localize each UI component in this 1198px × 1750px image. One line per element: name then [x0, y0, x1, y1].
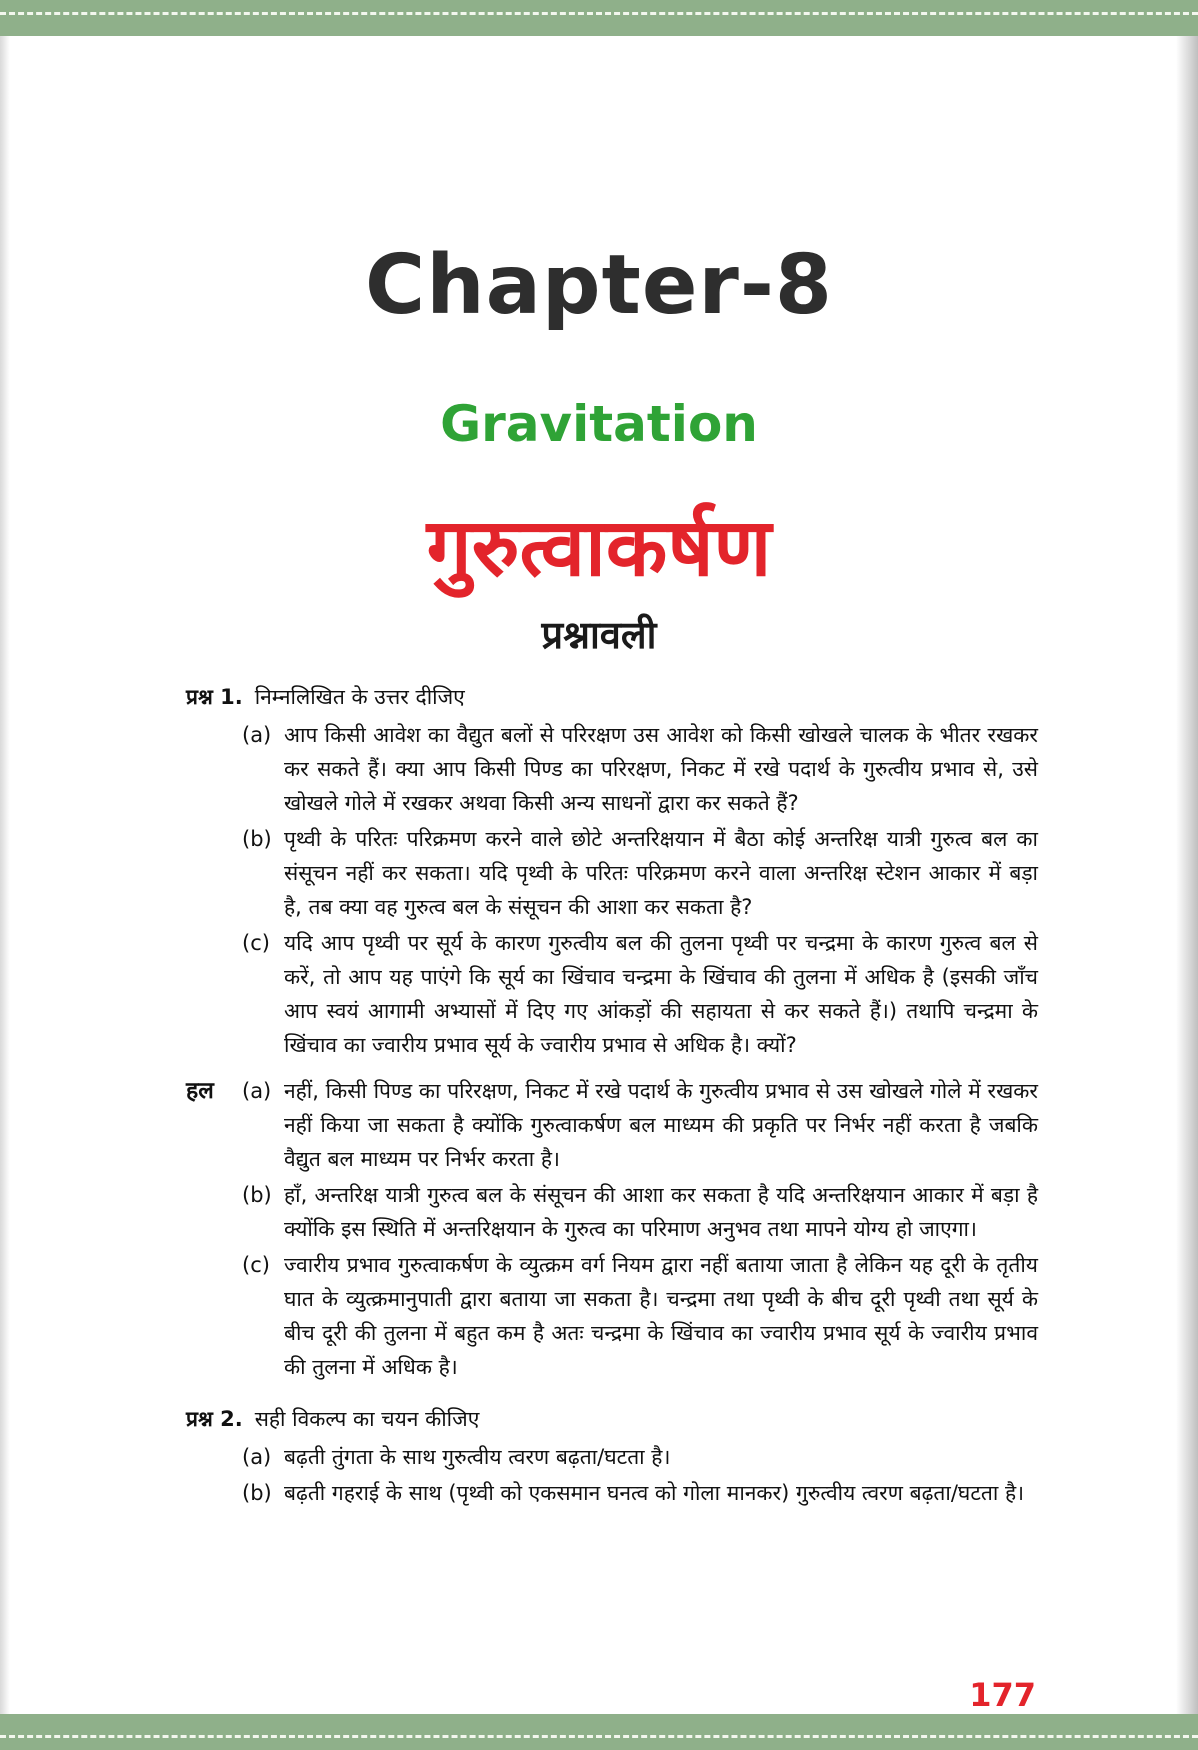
solution-part-c: [186, 1248, 1038, 1384]
part-text: बढ़ती गहराई के साथ (पृथ्वी को एकसमान घनत्व को गोला मानकर) गुरुत्वीय त्वरण बढ़ता/घटता है।: [284, 1481, 1025, 1505]
solution-1: [186, 1074, 1038, 1384]
question-1-label: प्रश्न 1.: [186, 685, 243, 709]
part-marker: (c): [242, 931, 270, 955]
part-marker: (a): [242, 723, 272, 747]
part-marker: (a): [242, 1445, 272, 1469]
question-1-part-c: [186, 926, 1038, 1062]
question-1-title: निम्नलिखित के उत्तर दीजिए: [254, 685, 465, 709]
solution-label: हल: [186, 1078, 214, 1104]
part-marker: (b): [242, 1183, 272, 1207]
top-decorative-border: [0, 0, 1198, 36]
part-text: ज्वारीय प्रभाव गुरुत्वाकर्षण के व्युत्क्रम वर्ग नियम द्वारा नहीं बताया जाता है लेकिन यह दूरी के तृतीय घात के व्युत्क्रमानुपाती द्वारा बताया जा सकता है। चन्द्रमा तथा पृथ्वी के बीच दूरी पृथ्वी तथा सूर्य के बीच दूरी की तुलना में बहुत कम है अतः चन्द्रमा के खिंचाव का ज्वारीय प्रभाव सूर्य के ज्वारीय प्रभाव की तुलना में अधिक है।: [284, 1253, 1038, 1379]
question-2-part-b: [186, 1476, 1038, 1510]
part-marker: (b): [242, 1481, 272, 1505]
question-1-part-a: [186, 718, 1038, 820]
bottom-border-stitch: [0, 1735, 1198, 1738]
part-text: हाँ, अन्तरिक्ष यात्री गुरुत्व बल के संसूचन की आशा कर सकता है यदि अन्तरिक्षयान आकार में बड़ा है क्योंकि इस स्थिति में अन्तरिक्षयान के गुरुत्व का परिमाण अनुभव तथा मापने योग्य हो जाएगा।: [284, 1183, 1038, 1241]
question-2-part-a: [186, 1440, 1038, 1474]
bottom-decorative-border: [0, 1714, 1198, 1750]
chapter-title-english: Gravitation: [440, 395, 758, 453]
page-content: [186, 680, 1038, 1512]
part-marker: (b): [242, 827, 272, 851]
chapter-title-hindi: गुरुत्वाकर्षण: [426, 501, 772, 594]
part-marker: (c): [242, 1253, 270, 1277]
solution-part-b: [186, 1178, 1038, 1246]
part-text: पृथ्वी के परितः परिक्रमण करने वाले छोटे अन्तरिक्षयान में बैठा कोई अन्तरिक्ष यात्री गुरुत्व बल का संसूचन नहीं कर सकता। यदि पृथ्वी के परितः परिक्रमण करने वाला अन्तरिक्ष स्टेशन आकार में बड़ा है, तब क्या वह गुरुत्व बल के संसूचन की आशा कर सकता है?: [284, 827, 1038, 919]
part-text: नहीं, किसी पिण्ड का परिरक्षण, निकट में रखे पदार्थ के गुरुत्वीय प्रभाव से उस खोखले गोले में रखकर नहीं किया जा सकता है क्योंकि गुरुत्वाकर्षण बल माध्यम की प्रकृति पर निर्भर नहीं करता है जबकि वैद्युत बल माध्यम पर निर्भर करता है।: [284, 1079, 1038, 1171]
part-text: बढ़ती तुंगता के साथ गुरुत्वीय त्वरण बढ़ता/घटता है।: [284, 1445, 671, 1469]
question-1: [186, 680, 1038, 1062]
part-text: आप किसी आवेश का वैद्युत बलों से परिरक्षण उस आवेश को किसी खोखले चालक के भीतर रखकर कर सकते हैं। क्या आप किसी पिण्ड का परिरक्षण, निकट में रखे पदार्थ के गुरुत्वीय प्रभाव से, उसे खोखले गोले में रखकर अथवा किसी अन्य साधनों द्वारा कर सकते हैं?: [284, 723, 1038, 815]
part-marker: (a): [242, 1079, 272, 1103]
solution-part-a: [186, 1074, 1038, 1176]
part-text: यदि आप पृथ्वी पर सूर्य के कारण गुरुत्वीय बल की तुलना पृथ्वी पर चन्द्रमा के कारण गुरुत्व बल से करें, तो आप यह पाएंगे कि सूर्य का खिंचाव चन्द्रमा के खिंचाव की तुलना में अधिक है (इसकी जाँच आप स्वयं आगामी अभ्यासों में दिए गए आंकड़ों की सहायता से कर सकते हैं।) तथापि चन्द्रमा के खिंचाव का ज्वारीय प्रभाव सूर्य के ज्वारीय प्रभाव से अधिक है। क्यों?: [284, 931, 1038, 1057]
question-1-heading: [186, 680, 1038, 714]
question-2-title: सही विकल्प का चयन कीजिए: [254, 1407, 480, 1431]
question-1-part-b: [186, 822, 1038, 924]
question-2-heading: [186, 1402, 1038, 1436]
page-number: 177: [969, 1676, 1036, 1714]
question-2-label: प्रश्न 2.: [186, 1407, 243, 1431]
top-border-stitch: [0, 12, 1198, 15]
exercise-heading: प्रश्नावली: [541, 613, 657, 657]
question-2: [186, 1402, 1038, 1510]
chapter-heading: Chapter-8: [365, 238, 833, 333]
